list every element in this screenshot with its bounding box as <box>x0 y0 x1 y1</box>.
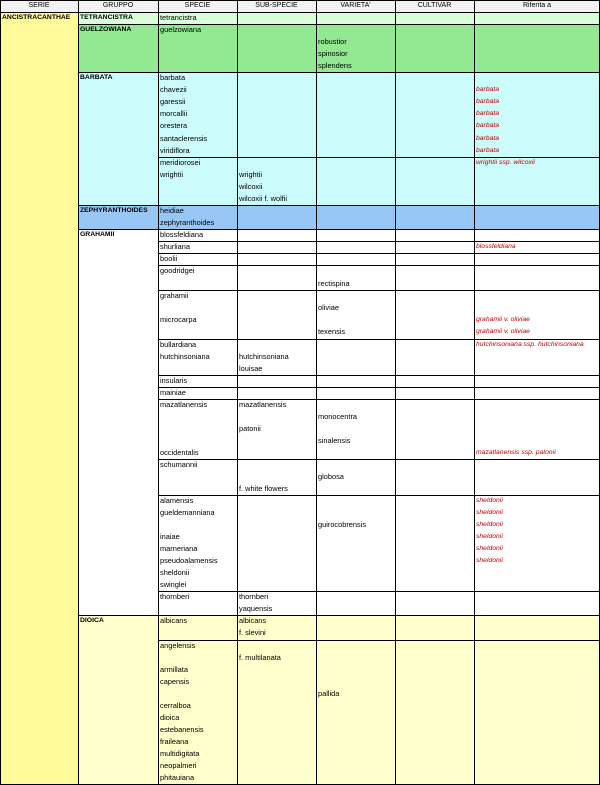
species-cell: phitauiana <box>160 773 195 782</box>
row-line <box>158 253 600 254</box>
row-line <box>78 72 600 73</box>
species-cell: mainiae <box>160 388 186 397</box>
variety-cell: rectispina <box>318 279 350 288</box>
row-line <box>78 24 600 25</box>
species-cell: grahamii <box>160 291 189 300</box>
species-cell: wrightii <box>160 170 183 179</box>
row-line <box>78 205 600 206</box>
species-cell: guelzowiana <box>160 25 202 34</box>
species-cell: insularis <box>160 376 188 385</box>
reference-cell: barbata <box>476 98 500 105</box>
species-cell: armillata <box>160 665 188 674</box>
species-cell: tetrancistra <box>160 13 197 22</box>
group-barbata: BARBATA <box>80 74 113 81</box>
species-cell: santaclerensis <box>160 134 208 143</box>
group-zephyranthoides: ZEPHYRANTHOIDES <box>80 207 148 214</box>
reference-cell: grahamii v. oliviae <box>476 328 530 335</box>
reference-cell: sheldonii <box>476 557 503 564</box>
row-line <box>158 459 600 460</box>
species-cell: heidiae <box>160 206 184 215</box>
subspecies-cell: thornberi <box>239 592 269 601</box>
subspecies-cell: wilcoxii f. wolfii <box>239 194 288 203</box>
reference-cell: barbata <box>476 86 500 93</box>
reference-cell: barbata <box>476 122 500 129</box>
variety-cell: oliviae <box>318 303 339 312</box>
subspecies-cell: yaquensis <box>239 604 273 613</box>
species-cell: meridiorosei <box>160 158 201 167</box>
species-cell: gueldemanniana <box>160 508 215 517</box>
species-cell: pseudoalamensis <box>160 556 218 565</box>
row-line <box>158 495 600 496</box>
species-cell: estebanensis <box>160 725 204 734</box>
subspecies-cell: f. multilanata <box>239 653 281 662</box>
species-cell: albicans <box>160 616 188 625</box>
col-line <box>158 0 159 785</box>
species-cell: barbata <box>160 73 186 82</box>
row-line <box>158 387 600 388</box>
header-specie: SPECIE <box>184 2 211 9</box>
variety-cell: globosa <box>318 472 344 481</box>
group-tetrancistra: TETRANCISTRA <box>80 14 133 21</box>
species-cell: viridiflora <box>160 146 190 155</box>
row-line <box>78 229 600 230</box>
group-grahamii: GRAHAMII <box>80 231 115 238</box>
reference-cell: sheldonii <box>476 497 503 504</box>
species-cell: morcallii <box>160 109 188 118</box>
reference-cell: barbata <box>476 147 500 154</box>
species-cell: occidentalis <box>160 448 199 457</box>
row-line <box>158 399 600 400</box>
species-cell: hutchinsoniana <box>160 352 210 361</box>
reference-cell: sheldonii <box>476 533 503 540</box>
subspecies-cell: hutchinsoniana <box>239 352 289 361</box>
row-line <box>158 290 600 291</box>
reference-cell: sheldonii <box>476 545 503 552</box>
species-cell: swinglei <box>160 580 187 589</box>
species-cell: sheldonii <box>160 568 190 577</box>
species-cell: zephyranthoides <box>160 218 215 227</box>
species-cell: bullardiana <box>160 340 197 349</box>
species-cell: boolii <box>160 254 178 263</box>
species-cell: inaiae <box>160 532 180 541</box>
species-cell: fraileana <box>160 737 189 746</box>
variety-cell: sinalensis <box>318 436 351 445</box>
species-cell: schumannii <box>160 460 198 469</box>
tetrancistra-group-bg <box>78 12 600 24</box>
reference-cell: mazatlanensis ssp. patonii <box>476 449 556 456</box>
subspecies-cell: wilcoxii <box>239 182 263 191</box>
subspecies-cell: f. white flowers <box>239 484 288 493</box>
row-line <box>158 241 600 242</box>
header-subspecie: SUB-SPECIE <box>255 2 298 9</box>
col-line <box>78 0 79 785</box>
barbata-group-bg <box>78 72 600 205</box>
species-cell: thornberi <box>160 592 190 601</box>
species-cell: capensis <box>160 677 190 686</box>
species-cell: chavezii <box>160 85 187 94</box>
reference-cell: wrightii ssp. wilcoxii <box>476 159 535 166</box>
reference-cell: blossfeldiana <box>476 243 516 250</box>
row-line <box>158 265 600 266</box>
row-line <box>0 0 600 1</box>
species-cell: multidigitata <box>160 749 200 758</box>
subspecies-cell: louisae <box>239 364 263 373</box>
subspecies-cell: patonii <box>239 424 261 433</box>
reference-cell: barbata <box>476 110 500 117</box>
reference-cell: grahamii v. oliviae <box>476 316 530 323</box>
reference-cell: hutchinsoniana ssp. hutchinsoniana <box>476 341 584 348</box>
header-riferita: Riferita a <box>522 2 551 9</box>
reference-cell: barbata <box>476 135 500 142</box>
species-cell: blossfeldiana <box>160 230 204 239</box>
variety-cell: guirocobrensis <box>318 520 367 529</box>
row-line <box>158 375 600 376</box>
reference-cell: sheldonii <box>476 521 503 528</box>
species-cell: shurliana <box>160 242 190 251</box>
subspecies-cell: mazatlanensis <box>239 400 287 409</box>
species-cell: dioica <box>160 713 180 722</box>
subspecies-cell: f. slevini <box>239 628 266 637</box>
row-line <box>78 615 600 616</box>
variety-cell: spinosior <box>318 49 348 58</box>
species-cell: orestera <box>160 121 188 130</box>
row-line <box>158 591 600 592</box>
subspecies-cell: albicans <box>239 616 267 625</box>
zephyranthoides-group-bg <box>78 205 600 229</box>
serie-name: ANCISTRACANTHAE <box>2 14 71 21</box>
header-gruppo: GRUPPO <box>102 2 134 9</box>
group-guelzowiana: GUELZOWIANA <box>80 26 132 33</box>
species-cell: angelensis <box>160 641 196 650</box>
species-cell: mazatlanensis <box>160 400 208 409</box>
header-serie: SERIE <box>28 2 50 9</box>
species-cell: marneriana <box>160 544 198 553</box>
col-line <box>474 0 475 785</box>
variety-cell: splendens <box>318 61 352 70</box>
col-line <box>316 0 317 785</box>
header-varieta: VARIETA' <box>340 2 371 9</box>
row-line <box>158 640 600 641</box>
group-dioica: DIOICA <box>80 617 104 624</box>
subspecies-cell: wrightii <box>239 170 262 179</box>
species-cell: alamensis <box>160 496 194 505</box>
col-line <box>395 0 396 785</box>
species-cell: cerralboa <box>160 701 191 710</box>
variety-cell: pallida <box>318 689 340 698</box>
serie-column-bg <box>0 12 78 785</box>
variety-cell: texensis <box>318 327 346 336</box>
variety-cell: monocentra <box>318 412 358 421</box>
species-cell: goodridgei <box>160 266 195 275</box>
col-line <box>237 0 238 785</box>
species-cell: microcarpa <box>160 315 197 324</box>
variety-cell: robustior <box>318 37 347 46</box>
col-line <box>0 0 1 785</box>
reference-cell: sheldonii <box>476 509 503 516</box>
species-cell: neopalmeri <box>160 761 197 770</box>
header-cultivar: CULTIVAR <box>417 2 452 9</box>
species-cell: garessii <box>160 97 186 106</box>
